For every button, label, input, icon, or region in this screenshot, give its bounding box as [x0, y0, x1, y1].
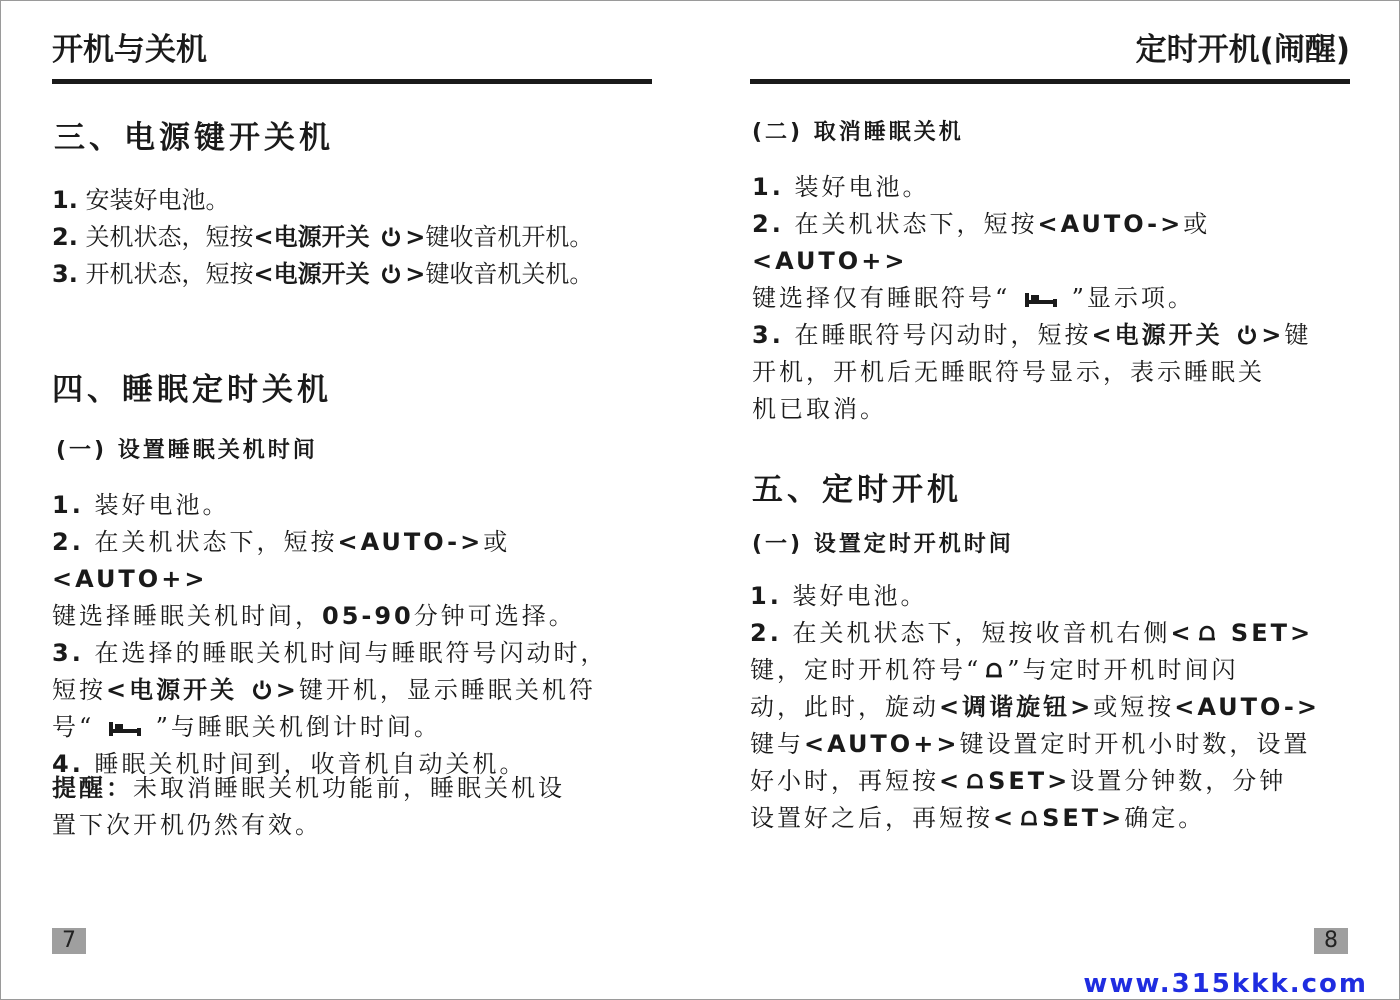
- section-3-item-2: [52, 219, 662, 256]
- item-text: ”与定时开机时间闪: [1007, 656, 1239, 684]
- sleep-range: 05-90: [322, 602, 414, 630]
- set-key-open: <: [939, 767, 963, 795]
- left-header-title: 开机与关机: [52, 32, 207, 68]
- power-icon: [380, 226, 402, 248]
- right-header: [750, 30, 1350, 84]
- item-text: 在关机状态下，短按收音机右侧: [792, 619, 1171, 647]
- section-4-subtitle: [56, 436, 318, 466]
- item-text: 装好电池。: [794, 173, 930, 201]
- left-page: [52, 0, 652, 1000]
- left-header-rule: [52, 79, 652, 84]
- section-5-title: 五、定时开机: [752, 472, 962, 508]
- cancel-item-3: [752, 317, 1362, 428]
- set-key-open: <: [1170, 619, 1194, 647]
- item-text-end: 键开机，显示睡眠关机符: [298, 676, 596, 704]
- subtitle-paren: (一): [56, 438, 108, 463]
- tuning-knob-key: <调谐旋钮>: [939, 693, 1094, 721]
- section-5-item-2: [750, 615, 1360, 837]
- set-key-close: SET>: [1219, 619, 1314, 647]
- item-text-end: 键收音机开机。: [425, 223, 594, 251]
- reminder-paragraph: [52, 770, 662, 844]
- right-page: [750, 0, 1350, 1000]
- item-text-end: 键收音机关机。: [425, 260, 594, 288]
- subtitle-paren: (一): [752, 532, 804, 557]
- item-text-end: 确定。: [1124, 804, 1206, 832]
- watermark-url: www.315kkk.com: [1083, 969, 1368, 999]
- subtitle-text: 设置定时开机时间: [813, 532, 1014, 557]
- power-icon: [1236, 324, 1258, 346]
- section-3-item-1: [52, 182, 662, 219]
- cancel-sleep-list: [752, 169, 1362, 428]
- item-number: 3.: [52, 639, 84, 667]
- section-4-item-2: [52, 524, 662, 635]
- item-number: 2.: [52, 528, 84, 556]
- item-text: 在睡眠符号闪动时，短按: [794, 321, 1092, 349]
- bell-icon: [1197, 624, 1217, 644]
- section-4-title: 四、睡眠定时关机: [52, 372, 332, 408]
- power-icon: [251, 679, 273, 701]
- item-text: 号“: [52, 713, 95, 741]
- item-number: 2.: [752, 210, 784, 238]
- power-key-close: >: [405, 260, 426, 288]
- power-key-close: >: [1261, 321, 1285, 349]
- item-text: 好小时，再短按: [750, 767, 939, 795]
- reminder-label: 提醒：: [52, 774, 133, 802]
- section-4-item-3: [52, 635, 662, 746]
- bell-icon: [965, 772, 985, 792]
- item-number: 3.: [752, 321, 784, 349]
- section-4-item-1: [52, 487, 662, 524]
- section-5-item-1: [750, 578, 1360, 615]
- reminder-text: 未取消睡眠关机功能前，睡眠关机设: [133, 774, 565, 802]
- item-text-or: 或: [483, 528, 511, 556]
- item-text: 键选择仅有睡眠符号“: [752, 284, 1011, 312]
- auto-plus-key: <AUTO+>: [804, 730, 960, 758]
- item-text: 短按: [52, 676, 106, 704]
- reminder-text: 置下次开机仍然有效。: [52, 811, 322, 839]
- bell-icon: [1019, 809, 1039, 829]
- set-key-close: SET>: [1042, 804, 1125, 832]
- power-key-label: <电源开关: [253, 260, 370, 288]
- item-text-or: 或: [1183, 210, 1211, 238]
- item-text: 睡眠关机时间到，收音机自动关机。: [94, 750, 527, 778]
- item-text: 或短按: [1093, 693, 1175, 721]
- power-key-label: <电源开关: [106, 676, 238, 704]
- item-text: 开机，开机后无睡眠符号显示，表示睡眠关: [752, 358, 1265, 386]
- section-3-list: [52, 182, 662, 293]
- reminder-note: [52, 770, 662, 844]
- cancel-item-1: [752, 169, 1362, 206]
- item-text-end: ”显示项。: [1071, 284, 1195, 312]
- auto-minus-key: <AUTO->: [1174, 693, 1320, 721]
- item-number: 2.: [52, 223, 78, 251]
- cancel-sleep-subtitle: [752, 118, 964, 148]
- item-text: 键: [1284, 321, 1312, 349]
- set-key-close: SET>: [988, 767, 1071, 795]
- item-number: 1.: [752, 173, 784, 201]
- item-number: 1.: [52, 186, 78, 214]
- item-text: 开机状态，短按: [85, 260, 254, 288]
- cancel-item-2: [752, 206, 1362, 317]
- item-text-end: ”与睡眠关机倒计时间。: [155, 713, 441, 741]
- subtitle-text: 取消睡眠关机: [813, 120, 964, 145]
- item-text: 机已取消。: [752, 395, 887, 423]
- item-text: 关机状态，短按: [85, 223, 254, 251]
- item-number: 4.: [52, 750, 84, 778]
- section-3-item-3: [52, 256, 662, 293]
- item-text: 装好电池。: [94, 491, 230, 519]
- set-key-open: <: [993, 804, 1017, 832]
- page-number-left: 7: [52, 928, 86, 954]
- item-text: 键，定时开机符号“: [750, 656, 982, 684]
- power-key-label: <电源开关: [1091, 321, 1223, 349]
- item-number: 3.: [52, 260, 78, 288]
- auto-plus-key: <AUTO+>: [52, 565, 208, 593]
- item-number: 2.: [750, 619, 782, 647]
- item-text: 装好电池。: [792, 582, 928, 610]
- auto-minus-key: <AUTO->: [1037, 210, 1184, 238]
- section-3-title: 三、电源键开关机: [54, 120, 334, 156]
- auto-plus-key: <AUTO+>: [752, 247, 908, 275]
- section-5-subtitle: [752, 530, 1014, 560]
- power-key-close: >: [405, 223, 426, 251]
- item-text: 键与: [750, 730, 804, 758]
- right-header-rule: [750, 79, 1350, 84]
- subtitle-text: 设置睡眠关机时间: [117, 438, 318, 463]
- item-text: 键设置定时开机小时数，设置: [959, 730, 1311, 758]
- item-text: 在关机状态下，短按: [794, 210, 1038, 238]
- item-text: 设置好之后，再短按: [750, 804, 993, 832]
- left-header: [52, 30, 652, 84]
- bell-icon: [984, 661, 1004, 681]
- item-text: 安装好电池。: [85, 186, 230, 214]
- item-text: 设置分钟数，分钟: [1070, 767, 1287, 795]
- power-key-close: >: [275, 676, 299, 704]
- right-header-title: 定时开机(闹醒): [1135, 32, 1350, 68]
- section-5-list: [750, 578, 1360, 837]
- bed-icon: [108, 720, 142, 738]
- auto-minus-key: <AUTO->: [337, 528, 484, 556]
- item-text-end: 分钟可选择。: [413, 602, 576, 630]
- item-number: 1.: [750, 582, 782, 610]
- subtitle-paren: (二): [752, 120, 804, 145]
- power-icon: [380, 263, 402, 285]
- item-text: 在关机状态下，短按: [94, 528, 338, 556]
- bed-icon: [1024, 291, 1058, 309]
- item-text: 键选择睡眠关机时间，: [52, 602, 322, 630]
- item-text: 在选择的睡眠关机时间与睡眠符号闪动时，: [94, 639, 608, 667]
- item-number: 1.: [52, 491, 84, 519]
- section-4-list: [52, 487, 662, 783]
- item-text: 动，此时，旋动: [750, 693, 939, 721]
- power-key-label: <电源开关: [253, 223, 370, 251]
- page-number-right: 8: [1314, 928, 1348, 954]
